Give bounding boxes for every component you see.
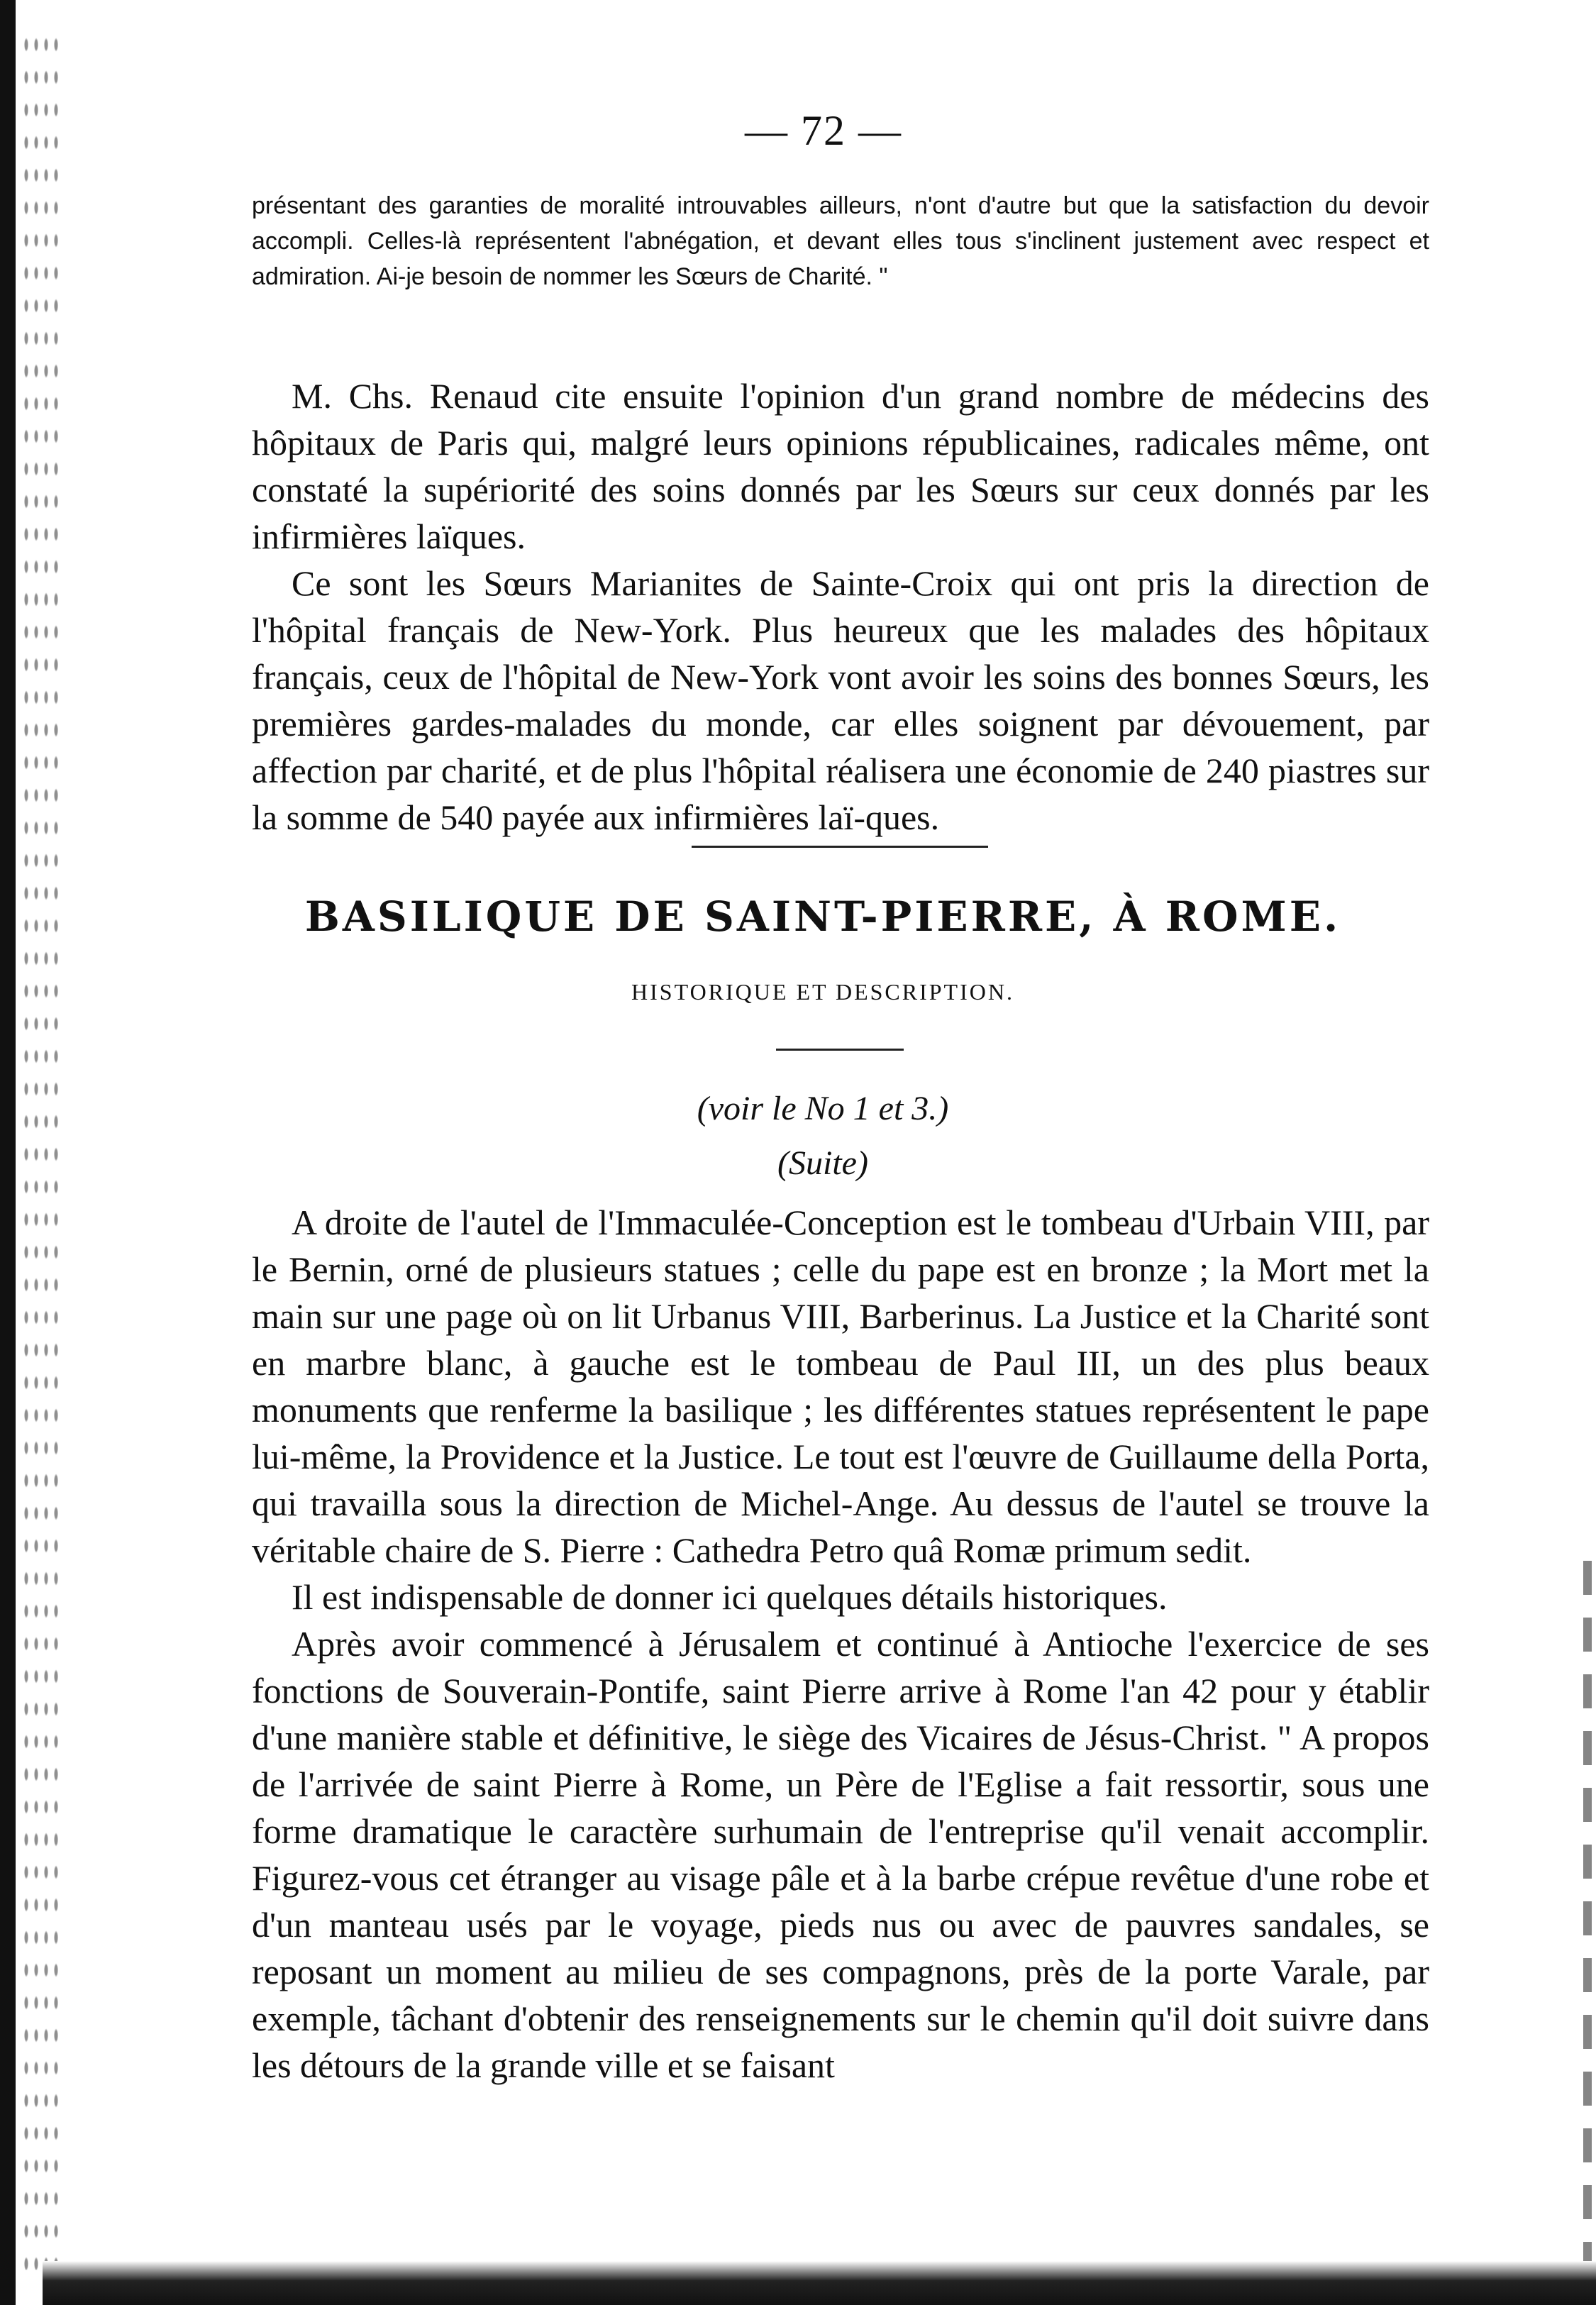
top-paragraph: présentant des garanties de moralité introuvables ailleurs, n'ont d'autre but que la satisfaction du devoir accompli. Celles-là représentent l'abnégation, et devant elles tous s'inclinent justement avec respect et admiration. Ai-je besoin de nommer les Sœurs de Charité. " (252, 192, 1429, 290)
scan-binding-edge (0, 0, 16, 2305)
section-subtitle: HISTORIQUE ET DESCRIPTION. (631, 979, 1014, 1005)
paragraph-details: Il est indispensable de donner ici quelques détails historiques. (292, 1577, 1168, 1617)
article-block-one (252, 372, 1429, 841)
page-number: — 72 — (745, 107, 902, 154)
scan-speckle (21, 28, 64, 2270)
paragraph-marianites: Ce sont les Sœurs Marianites de Sainte-Croix qui ont pris la direction de l'hôpital français de New-York. Plus heureux que les malades des hôpitaux français, ceux de l'hôpital de New-York vont avoir les soins des bonnes Sœurs, les premières gardes-malades du monde, car elles soignent par dévouement, par affection par charité, et de plus l'hôpital réalisera une économie de 240 piastres sur la somme de 540 payée aux infirmières laï-ques. (252, 563, 1429, 837)
suite-note: (Suite) (777, 1144, 868, 1182)
scan-right-edge (1583, 1561, 1592, 2270)
paragraph-renaud: M. Chs. Renaud cite ensuite l'opinion d'un grand nombre de médecins des hôpitaux de Paris qui, malgré leurs opinions républicaines, radicales même, ont constaté la supériorité des soins donnés par les Sœurs sur ceux donnés par les infirmières laïques. (252, 376, 1429, 556)
paragraph-saint-pierre: Après avoir commencé à Jérusalem et continué à Antioche l'exercice de ses fonctions de Souverain-Pontife, saint Pierre arrive à Rome l'an 42 pour y établir d'une manière stable et définitive, le siège des Vicaires de Jésus-Christ. " A propos de l'arrivée de saint Pierre à Rome, un Père de l'Eglise a fait ressortir, sous une forme dramatique le caractère surhumain de l'entreprise qu'il venait accomplir. Figurez-vous cet étranger au visage pâle et à la barbe crépue revêtue d'une robe et d'un manteau usés par le voyage, pieds nus ou avec de pauvres sandales, se reposant un moment au milieu de ses compagnons, près de la porte Varale, par exemple, tâchant d'obtenir des renseignements sur le chemin qu'il doit suivre dans les détours de la grande ville et se faisant (252, 1624, 1429, 2085)
subtitle-divider (776, 1049, 904, 1051)
section-title: BASILIQUE DE SAINT-PIERRE, À ROME. (304, 892, 1341, 941)
paragraph-tombeau: A droite de l'autel de l'Immaculée-Conception est le tombeau d'Urbain VIII, par le Bernin, orné de plusieurs statues ; celle du pape est en bronze ; la Mort met la main sur une page où on lit Urbanus VIII, Barberinus. La Justice et la Charité sont en marbre blanc, à gauche est le tombeau de Paul III, un des plus beaux monuments que renferme la basilique ; les différentes statues représentent le pape lui-même, la Providence et la Justice. Le tout est l'œuvre de Guillaume della Porta, qui travailla sous la direction de Michel-Ange. Au dessus de l'autel se trouve la véritable chaire de S. Pierre : Cathedra Petro quâ Romæ primum sedit. (252, 1203, 1429, 1570)
section-divider (692, 846, 988, 848)
reference-note: (voir le No 1 et 3.) (697, 1090, 949, 1127)
article-block-two (252, 1199, 1429, 2089)
scan-bottom-edge (43, 2261, 1596, 2305)
